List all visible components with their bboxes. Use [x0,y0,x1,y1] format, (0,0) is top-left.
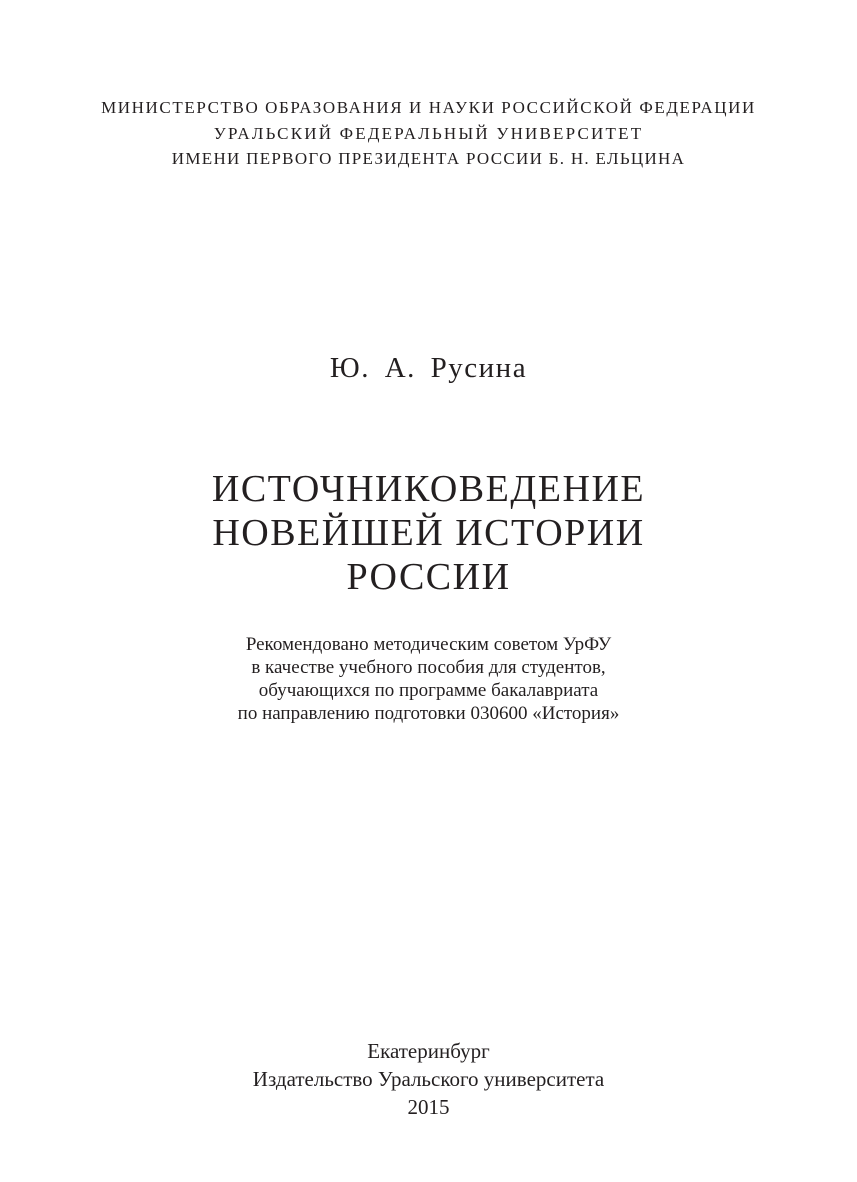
recommendation-line3: обучающихся по программе бакалавриата [258,680,599,701]
recommendation-line2: в качестве учебного пособия для студентов, [251,657,606,678]
university-name-line2: ИМЕНИ ПЕРВОГО ПРЕЗИДЕНТА РОССИИ Б. Н. ЕЛЬЦИНА [171,149,686,168]
recommendation-line1: Рекомендовано методическим советом УрФУ [245,634,612,655]
book-title [0,467,857,599]
imprint-city: Екатеринбург [367,1039,490,1063]
ministry-name: МИНИСТЕРСТВО ОБРАЗОВАНИЯ И НАУКИ РОССИЙСКОЙ ФЕДЕРАЦИИ [101,98,756,117]
imprint [0,1037,857,1121]
recommendation-line4: по направлению подготовки 030600 «История» [237,703,620,724]
imprint-year: 2015 [407,1095,450,1119]
imprint-publisher: Издательство Уральского университета [252,1067,605,1091]
author-name: Ю. А. Русина [329,352,528,384]
university-name-line1: УРАЛЬСКИЙ ФЕДЕРАЛЬНЫЙ УНИВЕРСИТЕТ [213,124,644,143]
institution-header [0,95,857,171]
book-title-line2: НОВЕЙШЕЙ ИСТОРИИ [212,512,645,554]
book-title-line3: РОССИИ [346,556,511,598]
book-title-line1: ИСТОЧНИКОВЕДЕНИЕ [211,468,646,510]
recommendation-note [0,633,857,725]
